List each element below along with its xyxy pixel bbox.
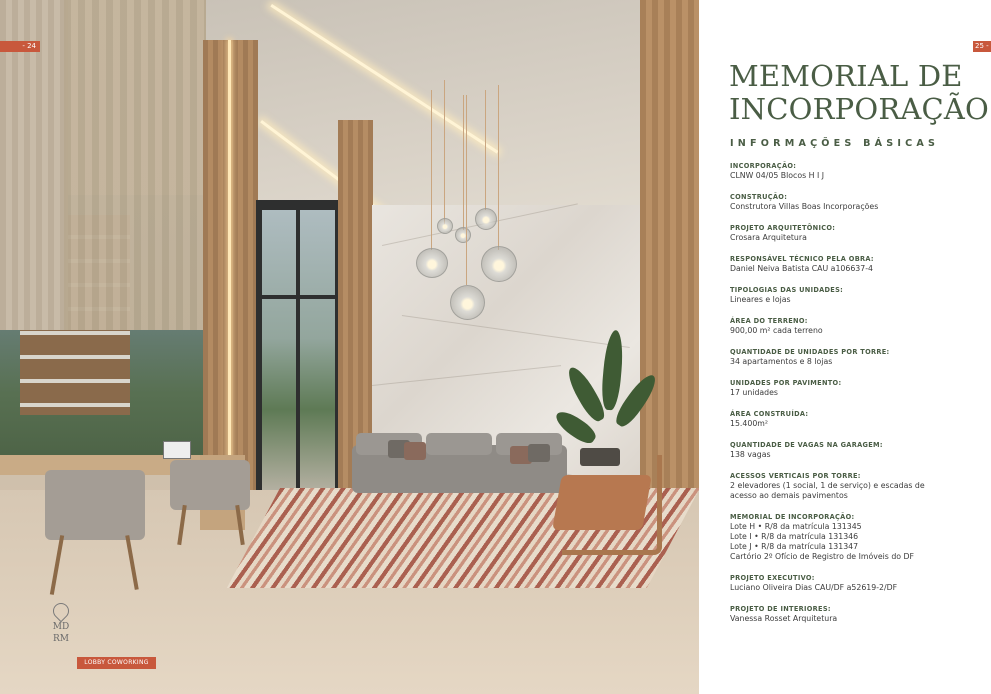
pendant-light <box>475 208 497 230</box>
info-item <box>730 410 988 429</box>
info-value: 34 apartamentos e 8 lojas <box>730 357 833 366</box>
curtain-middle <box>64 0 206 330</box>
ceiling <box>200 0 670 230</box>
info-label: MEMORIAL DE INCORPORAÇÃO: <box>730 513 855 521</box>
pillow <box>528 444 550 462</box>
laptop <box>163 441 191 459</box>
info-value: Lineares e lojas <box>730 295 791 304</box>
glass-door <box>256 200 341 500</box>
info-label: UNIDADES POR PAVIMENTO: <box>730 379 842 387</box>
info-item <box>730 317 988 336</box>
info-item <box>730 286 988 305</box>
info-label: TIPOLOGIAS DAS UNIDADES: <box>730 286 844 294</box>
pendant-light <box>437 218 453 234</box>
pendant-light <box>455 227 471 243</box>
info-label: PROJETO ARQUITETÔNICO: <box>730 224 836 232</box>
info-item <box>730 162 988 181</box>
wood-wall-right <box>640 0 699 500</box>
info-value: Cartório 2º Ofício de Registro de Imóveis do DF <box>730 552 915 561</box>
info-item <box>730 472 988 501</box>
page-title: MEMORIAL DE INCORPORAÇÃO <box>729 59 990 126</box>
info-value: 15.400m² <box>730 419 769 428</box>
info-item <box>730 513 988 562</box>
info-value: Lote H • R/8 da matrícula 131345 <box>730 522 862 531</box>
info-item <box>730 224 988 243</box>
info-item <box>730 605 988 624</box>
pendant-light <box>416 248 448 278</box>
info-label: ÁREA DO TERRENO: <box>730 317 808 325</box>
info-value: 138 vagas <box>730 450 771 459</box>
info-value: Construtora Villas Boas Incorporações <box>730 202 879 211</box>
info-label: RESPONSÁVEL TÉCNICO PELA OBRA: <box>730 255 874 263</box>
info-item <box>730 379 988 398</box>
info-value: Lote J • R/8 da matrícula 131347 <box>730 542 859 551</box>
info-label: QUANTIDADE DE VAGAS NA GARAGEM: <box>730 441 883 449</box>
desk-chair <box>170 460 250 510</box>
info-label: CONSTRUÇÃO: <box>730 193 788 201</box>
info-item <box>730 193 988 212</box>
info-label: PROJETO EXECUTIVO: <box>730 574 815 582</box>
info-label: PROJETO DE INTERIORES: <box>730 605 831 613</box>
info-value: acesso ao demais pavimentos <box>730 491 848 500</box>
info-value: Daniel Neiva Batista CAU a106637-4 <box>730 264 874 273</box>
info-label: INCORPORAÇÃO: <box>730 162 797 170</box>
page-number-left: - 24 <box>0 41 40 52</box>
info-value: CLNW 04/05 Blocos H I J <box>730 171 825 180</box>
leaf-mark-icon <box>50 600 73 623</box>
mdrm-logo: MD RM <box>46 603 76 645</box>
info-value: 2 elevadores (1 social, 1 de serviço) e escadas de <box>730 481 925 490</box>
info-item <box>730 574 988 593</box>
page-subtitle: INFORMAÇÕES BÁSICAS <box>730 138 940 149</box>
pendant-light <box>450 285 485 320</box>
info-label: QUANTIDADE DE UNIDADES POR TORRE: <box>730 348 890 356</box>
info-item <box>730 441 988 460</box>
info-value: Lote I • R/8 da matrícula 131346 <box>730 532 859 541</box>
desk-chair <box>45 470 145 540</box>
info-label: ACESSOS VERTICAIS POR TORRE: <box>730 472 861 480</box>
column-light <box>228 40 231 500</box>
info-list <box>730 162 988 624</box>
image-caption-badge: LOBBY COWORKING <box>77 657 156 669</box>
page-number-right: 25 - <box>973 41 991 52</box>
pillow <box>404 442 426 460</box>
pendant-light <box>481 246 517 282</box>
info-label: ÁREA CONSTRUÍDA: <box>730 410 809 418</box>
info-item <box>730 348 988 367</box>
info-value: 900,00 m² cada terreno <box>730 326 823 335</box>
info-value: Crosara Arquitetura <box>730 233 807 242</box>
lounge-chair <box>557 455 662 550</box>
info-item <box>730 255 988 274</box>
info-value: Luciano Oliveira Dias CAU/DF a52619-2/DF <box>730 583 898 592</box>
info-value: 17 unidades <box>730 388 778 397</box>
info-value: Vanessa Rosset Arquitetura <box>730 614 838 623</box>
